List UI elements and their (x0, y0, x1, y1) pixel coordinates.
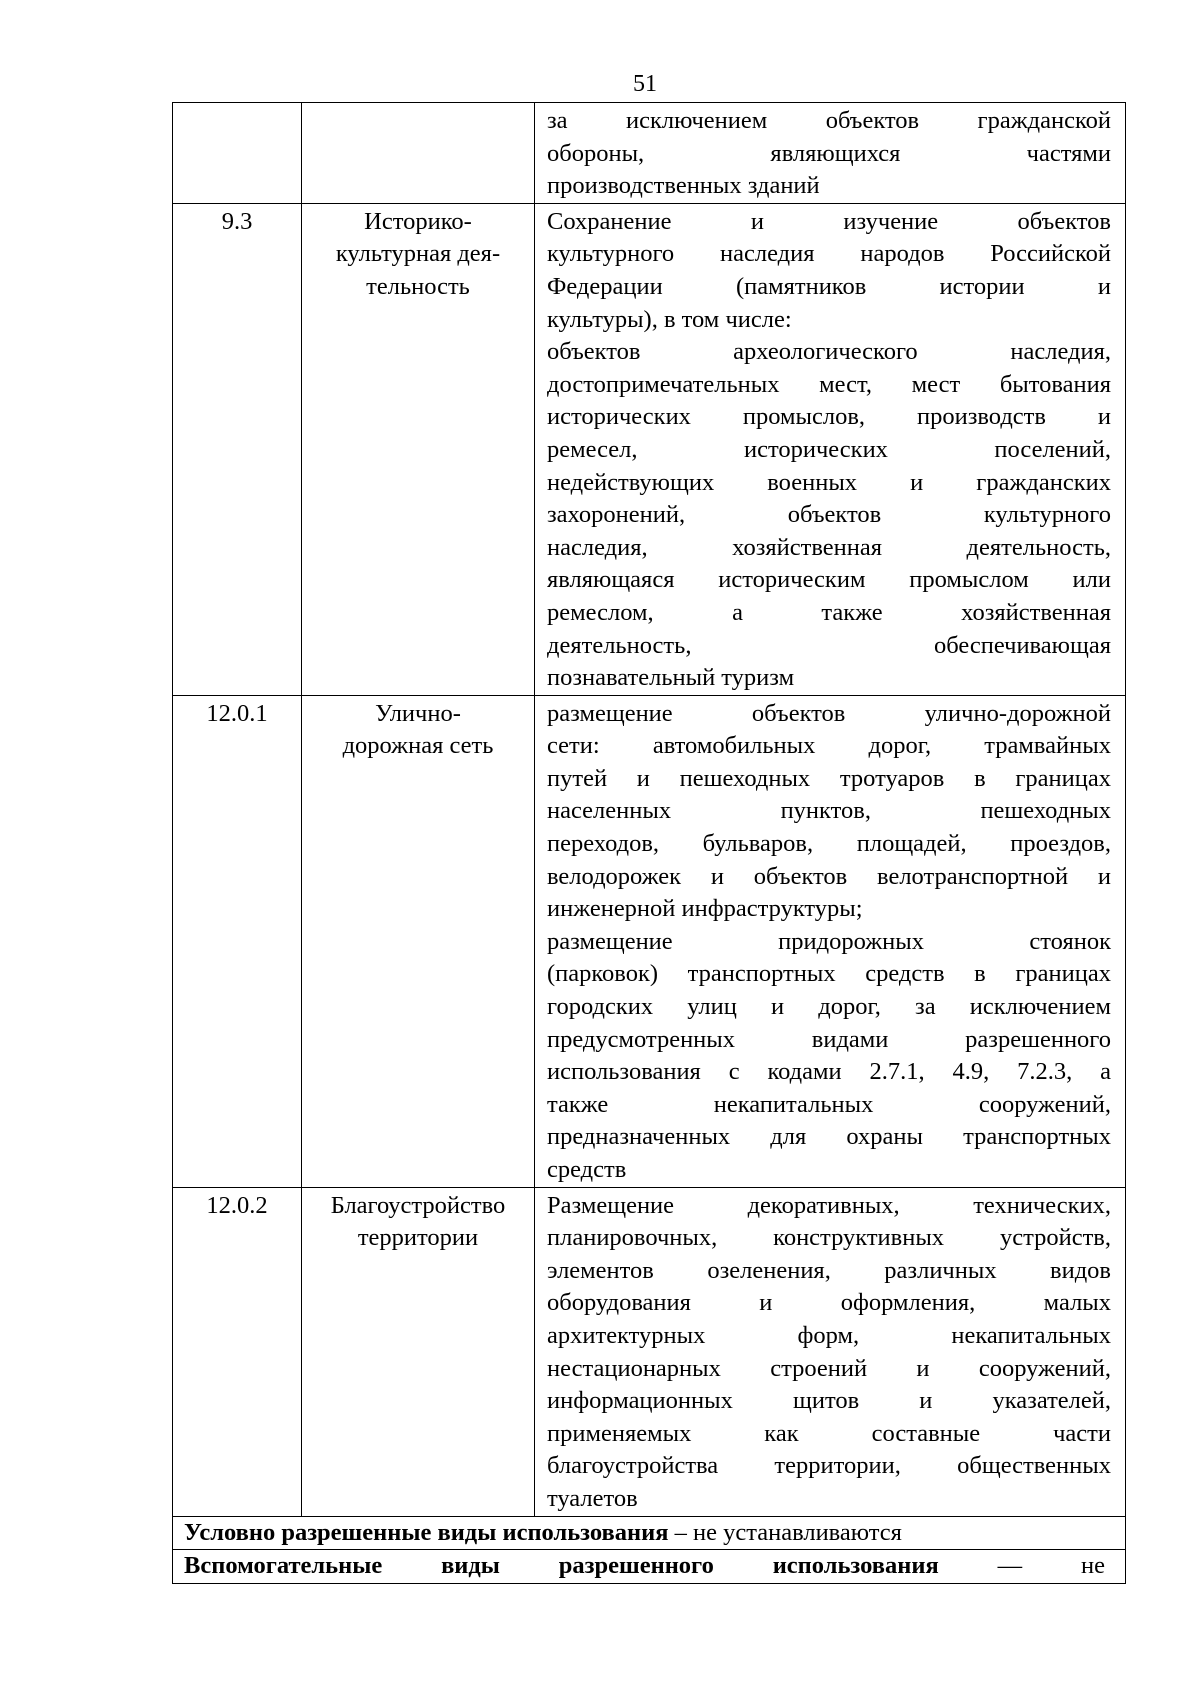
description-line: Размещение декоративных, технических, (547, 1191, 1111, 1219)
description-line: объектов археологического наследия, (547, 338, 1111, 366)
use-code: 12.0.1 (206, 699, 268, 727)
use-name-line: территории (357, 1224, 479, 1252)
auxiliary-uses-word: виды (441, 1552, 500, 1580)
page-number: 51 (633, 71, 657, 97)
table-row (173, 1187, 1126, 1516)
description-line: благоустройства территории, общественных (547, 1452, 1111, 1480)
description-line: инженерной инфраструктуры; (547, 895, 863, 923)
use-name-cell (302, 1187, 535, 1516)
description-line: производственных зданий (547, 172, 820, 200)
use-name-line: Благоустройство (330, 1191, 506, 1219)
auxiliary-uses-dash: — (997, 1552, 1023, 1580)
description-line: размещение придорожных стоянок (547, 927, 1111, 955)
use-name-cell (302, 103, 535, 204)
use-name-line: Историко- (364, 207, 472, 235)
auxiliary-uses-word: использования (772, 1552, 939, 1580)
use-name-line: тельность (366, 272, 470, 300)
conditional-uses-heading: Условно разрешенные виды использования (184, 1518, 669, 1546)
description-line: культурного наследия народов Российской (547, 240, 1111, 268)
description-line: ремеслом, а также хозяйственная (547, 598, 1111, 626)
use-code: 9.3 (221, 207, 253, 235)
use-description-cell (535, 203, 1126, 695)
description-line: недействующих военных и гражданских (547, 468, 1111, 496)
use-description-cell (535, 103, 1126, 204)
description-line: нестационарных строений и сооружений, (547, 1354, 1111, 1382)
use-name-line: Улично- (375, 699, 461, 727)
description-line: размещение объектов улично-дорожной (547, 699, 1111, 727)
description-line: применяемых как составные части (547, 1419, 1111, 1447)
description-line: городских улиц и дорог, за исключением (547, 993, 1111, 1021)
auxiliary-uses-word: разрешенного (558, 1552, 714, 1580)
conditional-uses-row (173, 1516, 1126, 1550)
use-code-cell (173, 103, 302, 204)
description-line: достопримечательных мест, мест бытования (547, 370, 1111, 398)
description-line: предназначенных для охраны транспортных (547, 1123, 1111, 1151)
description-line: являющаяся историческим промыслом или (547, 566, 1111, 594)
use-code: 12.0.2 (206, 1191, 268, 1219)
description-line: наследия, хозяйственная деятельность, (547, 533, 1111, 561)
land-use-table (172, 102, 1126, 1584)
description-line: обороны, являющихся частями (547, 139, 1111, 167)
description-line: предусмотренных видами разрешенного (547, 1025, 1111, 1053)
conditional-uses-status: – не устанавливаются (668, 1518, 902, 1546)
use-code-cell (173, 203, 302, 695)
description-line: планировочных, конструктивных устройств, (547, 1224, 1111, 1252)
description-line: использования с кодами 2.7.1, 4.9, 7.2.3, а (547, 1058, 1111, 1086)
use-code-cell (173, 1187, 302, 1516)
description-line: захоронений, объектов культурного (547, 501, 1111, 529)
use-name-line: дорожная сеть (342, 732, 494, 760)
description-line: деятельность, обеспечивающая (547, 631, 1111, 659)
description-line: оборудования и оформления, малых (547, 1289, 1111, 1317)
conditional-uses-cell (173, 1516, 1126, 1550)
auxiliary-uses-cell (173, 1550, 1126, 1584)
description-line: культуры), в том числе: (547, 305, 792, 333)
description-line: велодорожек и объектов велотранспортной и (547, 862, 1111, 890)
auxiliary-uses-row (173, 1550, 1126, 1584)
description-line: (парковок) транспортных средств в границах (547, 960, 1111, 988)
description-line: познавательный туризм (547, 664, 795, 692)
description-line: информационных щитов и указателей, (547, 1387, 1111, 1415)
description-line: архитектурных форм, некапитальных (547, 1321, 1111, 1349)
description-line: населенных пунктов, пешеходных (547, 797, 1111, 825)
description-line: переходов, бульваров, площадей, проездов, (547, 830, 1111, 858)
table-row (173, 203, 1126, 695)
description-line: ремесел, исторических поселений, (547, 435, 1111, 463)
description-line: туалетов (547, 1484, 638, 1512)
description-line: исторических промыслов, производств и (547, 403, 1111, 431)
use-description-cell (535, 695, 1126, 1187)
description-line: также некапитальных сооружений, (547, 1090, 1111, 1118)
description-line: за исключением объектов гражданской (547, 107, 1111, 134)
auxiliary-uses-word: Вспомогательные (184, 1552, 383, 1580)
description-line: сети: автомобильных дорог, трамвайных (547, 732, 1111, 760)
use-description-cell (535, 1187, 1126, 1516)
description-line: Сохранение и изучение объектов (547, 207, 1111, 235)
use-code-cell (173, 695, 302, 1187)
auxiliary-uses-status: не (1080, 1552, 1105, 1580)
description-line: Федерации (памятников истории и (547, 272, 1111, 300)
use-name-cell (302, 695, 535, 1187)
description-line: средств (547, 1156, 627, 1183)
use-name-cell (302, 203, 535, 695)
use-name-line: культурная дея- (335, 240, 501, 268)
description-line: путей и пешеходных тротуаров в границах (547, 764, 1111, 792)
description-line: элементов озеленения, различных видов (547, 1256, 1111, 1284)
table-row (173, 695, 1126, 1187)
table-row (173, 103, 1126, 204)
